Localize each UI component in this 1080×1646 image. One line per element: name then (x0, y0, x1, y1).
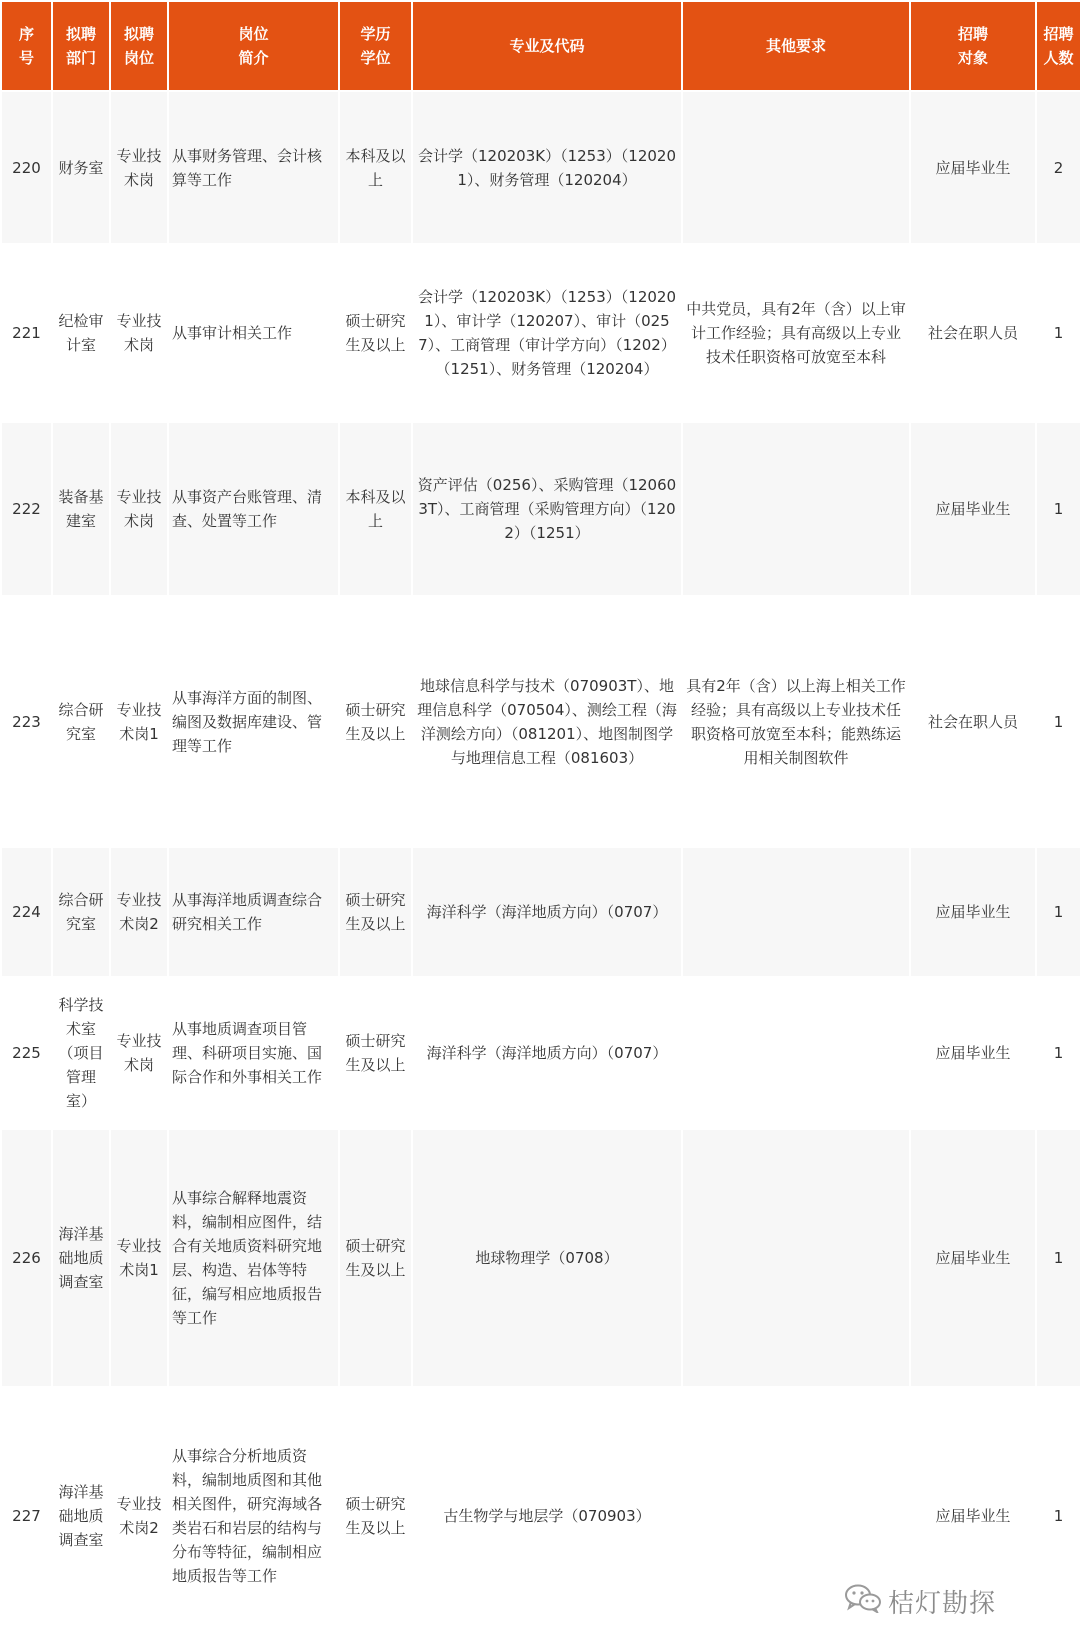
cell-count: 1 (1037, 978, 1080, 1128)
cell-intro: 从事审计相关工作 (169, 245, 338, 421)
cell-major: 资产评估（0256）、采购管理（120603T）、工商管理（采购管理方向）（1202）（1251） (413, 423, 681, 595)
cell-seq: 222 (2, 423, 51, 595)
header-row (2, 2, 1080, 90)
cell-dept: 纪检审计室 (53, 245, 109, 421)
cell-degree: 本科及以上 (340, 92, 411, 243)
header-degree-line-1: 学历 (360, 25, 391, 43)
table-row (2, 848, 1080, 976)
header-seq-line-2: 号 (18, 49, 34, 67)
cell-target: 应届毕业生 (911, 1388, 1035, 1644)
cell-seq: 224 (2, 848, 51, 976)
cell-seq: 221 (2, 245, 51, 421)
cell-degree: 硕士研究生及以上 (340, 978, 411, 1128)
header-post (111, 2, 167, 90)
cell-intro: 从事财务管理、会计核算等工作 (169, 92, 338, 243)
header-intro-line-1: 岗位 (238, 25, 269, 43)
cell-seq: 227 (2, 1388, 51, 1644)
cell-degree: 硕士研究生及以上 (340, 848, 411, 976)
cell-intro: 从事海洋地质调查综合研究相关工作 (169, 848, 338, 976)
cell-count: 1 (1037, 423, 1080, 595)
cell-other: 中共党员，具有2年（含）以上审计工作经验；具有高级以上专业技术任职资格可放宽至本科 (683, 245, 909, 421)
header-dept-line-1: 拟聘 (65, 25, 96, 43)
cell-post: 专业技术岗2 (111, 1388, 167, 1644)
header-post-line-2: 岗位 (123, 49, 154, 67)
header-count-line-1: 招聘 (1043, 25, 1074, 43)
cell-other (683, 848, 909, 976)
cell-intro: 从事资产台账管理、清查、处置等工作 (169, 423, 338, 595)
header-intro-line-2: 简介 (238, 49, 269, 67)
table-row (2, 423, 1080, 595)
cell-intro: 从事地质调查项目管理、科研项目实施、国际合作和外事相关工作 (169, 978, 338, 1128)
header-seq-line-1: 序 (18, 25, 34, 43)
cell-post: 专业技术岗 (111, 92, 167, 243)
cell-major: 地球物理学（0708） (413, 1130, 681, 1386)
cell-degree: 硕士研究生及以上 (340, 1388, 411, 1644)
cell-degree: 硕士研究生及以上 (340, 245, 411, 421)
table-row (2, 1130, 1080, 1386)
header-post-line-1: 拟聘 (123, 25, 154, 43)
cell-target: 应届毕业生 (911, 92, 1035, 243)
watermark (844, 1583, 996, 1620)
cell-other (683, 1130, 909, 1386)
watermark-text: 桔灯勘探 (887, 1589, 996, 1619)
cell-count: 1 (1037, 848, 1080, 976)
header-dept-line-2: 部门 (65, 49, 96, 67)
cell-target: 应届毕业生 (911, 423, 1035, 595)
table-header (2, 2, 1080, 90)
cell-degree: 硕士研究生及以上 (340, 1130, 411, 1386)
header-seq (2, 2, 51, 90)
cell-dept: 海洋基础地质调查室 (53, 1388, 109, 1644)
cell-other (683, 92, 909, 243)
table-row (2, 245, 1080, 421)
cell-other (683, 423, 909, 595)
cell-major: 会计学（120203K）（1253）（120201）、财务管理（120204） (413, 92, 681, 243)
header-major (413, 2, 681, 90)
cell-target: 应届毕业生 (911, 1130, 1035, 1386)
cell-seq: 223 (2, 597, 51, 846)
header-other (683, 2, 909, 90)
cell-degree: 硕士研究生及以上 (340, 597, 411, 846)
cell-post: 专业技术岗2 (111, 848, 167, 976)
cell-post: 专业技术岗 (111, 978, 167, 1128)
header-degree-line-2: 学位 (360, 49, 391, 67)
cell-other (683, 978, 909, 1128)
cell-post: 专业技术岗1 (111, 1130, 167, 1386)
header-intro (169, 2, 338, 90)
table-body (2, 92, 1080, 1644)
header-other-line-1: 其他要求 (765, 37, 826, 55)
cell-major: 会计学（120203K）（1253）（120201）、审计学（120207）、审计（0257）、工商管理（审计学方向）（1202）（1251）、财务管理（120204） (413, 245, 681, 421)
cell-target: 社会在职人员 (911, 245, 1035, 421)
header-degree (340, 2, 411, 90)
cell-seq: 225 (2, 978, 51, 1128)
cell-dept: 财务室 (53, 92, 109, 243)
cell-major: 海洋科学（海洋地质方向）（0707） (413, 978, 681, 1128)
header-count-line-2: 人数 (1043, 49, 1074, 67)
header-major-line-1: 专业及代码 (509, 37, 585, 55)
wechat-icon (844, 1583, 888, 1620)
header-count (1037, 2, 1080, 90)
cell-count: 1 (1037, 1130, 1080, 1386)
cell-intro: 从事综合解释地震资料，编制相应图件，结合有关地质资料研究地层、构造、岩体等特征，编写相应地质报告等工作 (169, 1130, 338, 1386)
header-dept (53, 2, 109, 90)
cell-dept: 科学技术室（项目管理室） (53, 978, 109, 1128)
header-target-line-2: 对象 (957, 49, 988, 67)
cell-major: 海洋科学（海洋地质方向）（0707） (413, 848, 681, 976)
cell-count: 2 (1037, 92, 1080, 243)
cell-dept: 海洋基础地质调查室 (53, 1130, 109, 1386)
cell-target: 应届毕业生 (911, 978, 1035, 1128)
cell-count: 1 (1037, 597, 1080, 846)
cell-seq: 220 (2, 92, 51, 243)
cell-post: 专业技术岗 (111, 423, 167, 595)
cell-seq: 226 (2, 1130, 51, 1386)
table-row (2, 92, 1080, 243)
cell-degree: 本科及以上 (340, 423, 411, 595)
cell-intro: 从事综合分析地质资料，编制地质图和其他相关图件，研究海域各类岩石和岩层的结构与分布等特征，编制相应地质报告等工作 (169, 1388, 338, 1644)
cell-post: 专业技术岗 (111, 245, 167, 421)
cell-major: 古生物学与地层学（070903） (413, 1388, 681, 1644)
header-target-line-1: 招聘 (957, 25, 988, 43)
cell-post: 专业技术岗1 (111, 597, 167, 846)
cell-dept: 综合研究室 (53, 848, 109, 976)
table-row (2, 597, 1080, 846)
cell-target: 应届毕业生 (911, 848, 1035, 976)
table-row (2, 978, 1080, 1128)
cell-dept: 装备基建室 (53, 423, 109, 595)
cell-count: 1 (1037, 1388, 1080, 1644)
cell-target: 社会在职人员 (911, 597, 1035, 846)
cell-major: 地球信息科学与技术（070903T）、地理信息科学（070504）、测绘工程（海洋测绘方向）（081201）、地图制图学与地理信息工程（081603） (413, 597, 681, 846)
cell-count: 1 (1037, 245, 1080, 421)
cell-intro: 从事海洋方面的制图、编图及数据库建设、管理等工作 (169, 597, 338, 846)
header-target (911, 2, 1035, 90)
cell-dept: 综合研究室 (53, 597, 109, 846)
cell-other: 具有2年（含）以上海上相关工作经验；具有高级以上专业技术任职资格可放宽至本科；能熟练运用相关制图软件 (683, 597, 909, 846)
